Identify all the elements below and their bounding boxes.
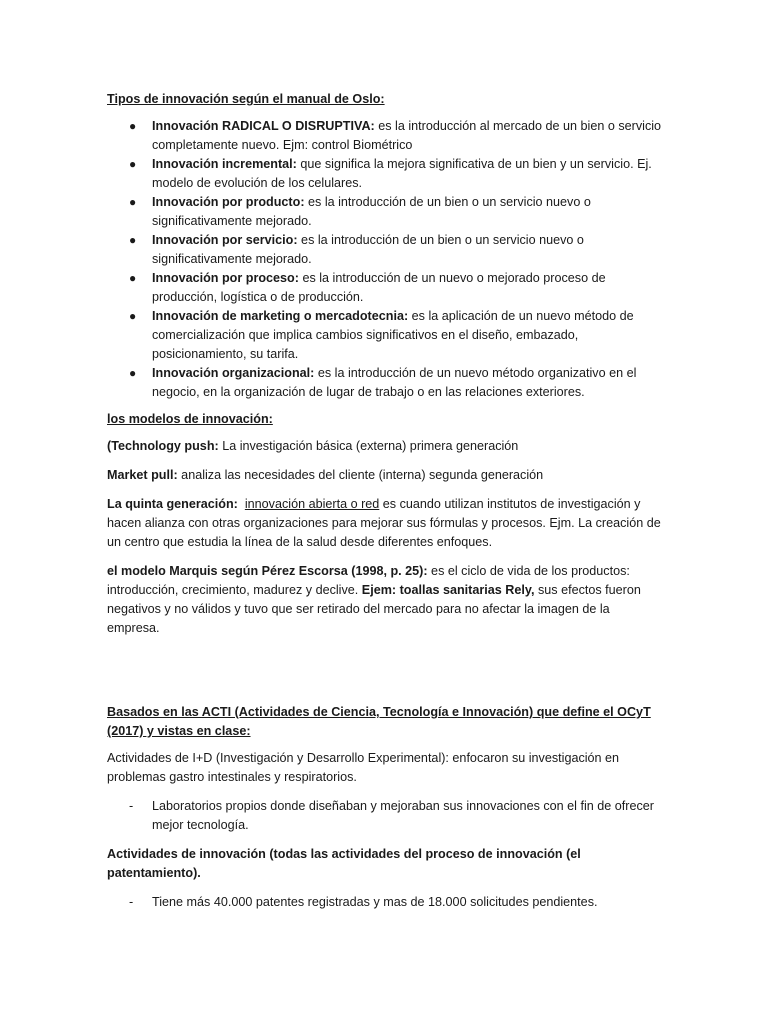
item-text: que significa la mejora significativa de un bien y un servicio. Ej. modelo de evolución de los celulares. xyxy=(152,157,652,190)
spacer xyxy=(107,648,662,703)
para-term: Market pull: xyxy=(107,468,178,482)
paragraph-id-activities: Actividades de I+D (Investigación y Desarrollo Experimental): enfocaron su investigación en problemas gastro intestinales y respiratorios. xyxy=(107,751,620,784)
list-item xyxy=(107,893,662,912)
innovation-activities-list xyxy=(107,893,662,912)
para-text: es cuando utilizan institutos de investigación y hacen alianza con otras organizaciones para mejorar sus fórmulas y procesos. Ejm. La creación de un centro que estudia la línea de la salud desde diferentes enfoques. xyxy=(107,497,661,549)
item-text: es la introducción al mercado de un bien o servicio completamente nuevo. Ejm: control Biométrico xyxy=(152,119,662,152)
paragraph-innovation-activities xyxy=(107,845,662,883)
item-text: es la introducción de un bien o un servicio nuevo o significativamente mejorado. xyxy=(152,195,591,228)
item-text: es la introducción de un bien o un servicio nuevo o significativamente mejorado. xyxy=(152,233,584,266)
paragraph-quinta-generacion xyxy=(107,495,662,552)
paragraph-technology-push xyxy=(107,437,662,456)
innovation-types-list xyxy=(107,117,662,402)
para-term-example: Ejem: toallas sanitarias Rely, xyxy=(361,583,535,597)
paragraph-modelo-marquis xyxy=(107,562,662,638)
para-spacer xyxy=(238,497,245,511)
list-item xyxy=(107,155,662,193)
item-text: Tiene más 40.000 patentes registradas y mas de 18.000 solicitudes pendientes. xyxy=(152,895,598,909)
bullet-icon: ● xyxy=(129,309,137,323)
underlined-term: innovación abierta o red xyxy=(244,497,380,511)
section-heading-acti: Basados en las ACTI (Actividades de Ciencia, Tecnología e Innovación) que define el OCyT (2017) y vistas en clase: xyxy=(107,705,651,738)
item-term: Innovación RADICAL O DISRUPTIVA: xyxy=(152,119,375,133)
para-term: (Technology push: xyxy=(107,439,219,453)
list-item xyxy=(107,117,662,155)
item-term: Innovación por proceso: xyxy=(152,271,299,285)
para-term: La quinta generación: xyxy=(107,497,238,511)
item-term: Innovación incremental: xyxy=(152,157,297,171)
bullet-icon: ● xyxy=(129,119,137,133)
list-item xyxy=(107,364,662,402)
id-activities-list xyxy=(107,797,662,835)
bullet-icon: ● xyxy=(129,271,137,285)
item-term: Innovación por producto: xyxy=(152,195,305,209)
list-item xyxy=(107,269,662,307)
list-item xyxy=(107,307,662,364)
list-item xyxy=(107,193,662,231)
bullet-icon: ● xyxy=(129,366,137,380)
bullet-icon: ● xyxy=(129,195,137,209)
section-heading-models: los modelos de innovación: xyxy=(107,412,273,426)
dash-icon: - xyxy=(129,895,134,909)
list-item xyxy=(107,231,662,269)
section-heading-oslo: Tipos de innovación según el manual de Oslo: xyxy=(107,92,385,106)
para-text: La investigación básica (externa) primera generación xyxy=(218,439,519,453)
item-text: es la aplicación de un nuevo método de comercialización que implica cambios significativos en el diseño, embazado, posicionamiento, su tarifa. xyxy=(152,309,634,361)
dash-icon: - xyxy=(129,799,134,813)
bullet-icon: ● xyxy=(129,157,137,171)
item-text: es la introducción de un nuevo método organizativo en el negocio, en la organización de lugar de trabajo o en las relaciones exteriores. xyxy=(152,366,637,399)
item-term: Innovación de marketing o mercadotecnia: xyxy=(152,309,409,323)
item-term: Innovación por servicio: xyxy=(152,233,298,247)
list-item xyxy=(107,797,662,835)
para-text: es el ciclo de vida de los productos: introducción, crecimiento, madurez y declive. xyxy=(107,564,630,597)
para-term: Actividades de innovación (todas las actividades del proceso de innovación (el patentamiento). xyxy=(107,847,581,880)
item-text: es la introducción de un nuevo o mejorado proceso de producción, logística o de producción. xyxy=(152,271,606,304)
para-term: el modelo Marquis según Pérez Escorsa (1998, p. 25): xyxy=(107,564,428,578)
para-text: analiza las necesidades del cliente (interna) segunda generación xyxy=(177,468,544,482)
item-text: Laboratorios propios donde diseñaban y mejoraban sus innovaciones con el fin de ofrecer mejor tecnología. xyxy=(152,799,654,832)
item-term: Innovación organizacional: xyxy=(152,366,315,380)
paragraph-market-pull xyxy=(107,466,662,485)
para-text: sus efectos fueron negativos y no válidos y tuvo que ser retirado del mercado para no afectar la imagen de la empresa. xyxy=(107,583,641,635)
bullet-icon: ● xyxy=(129,233,137,247)
document-content xyxy=(107,90,662,922)
